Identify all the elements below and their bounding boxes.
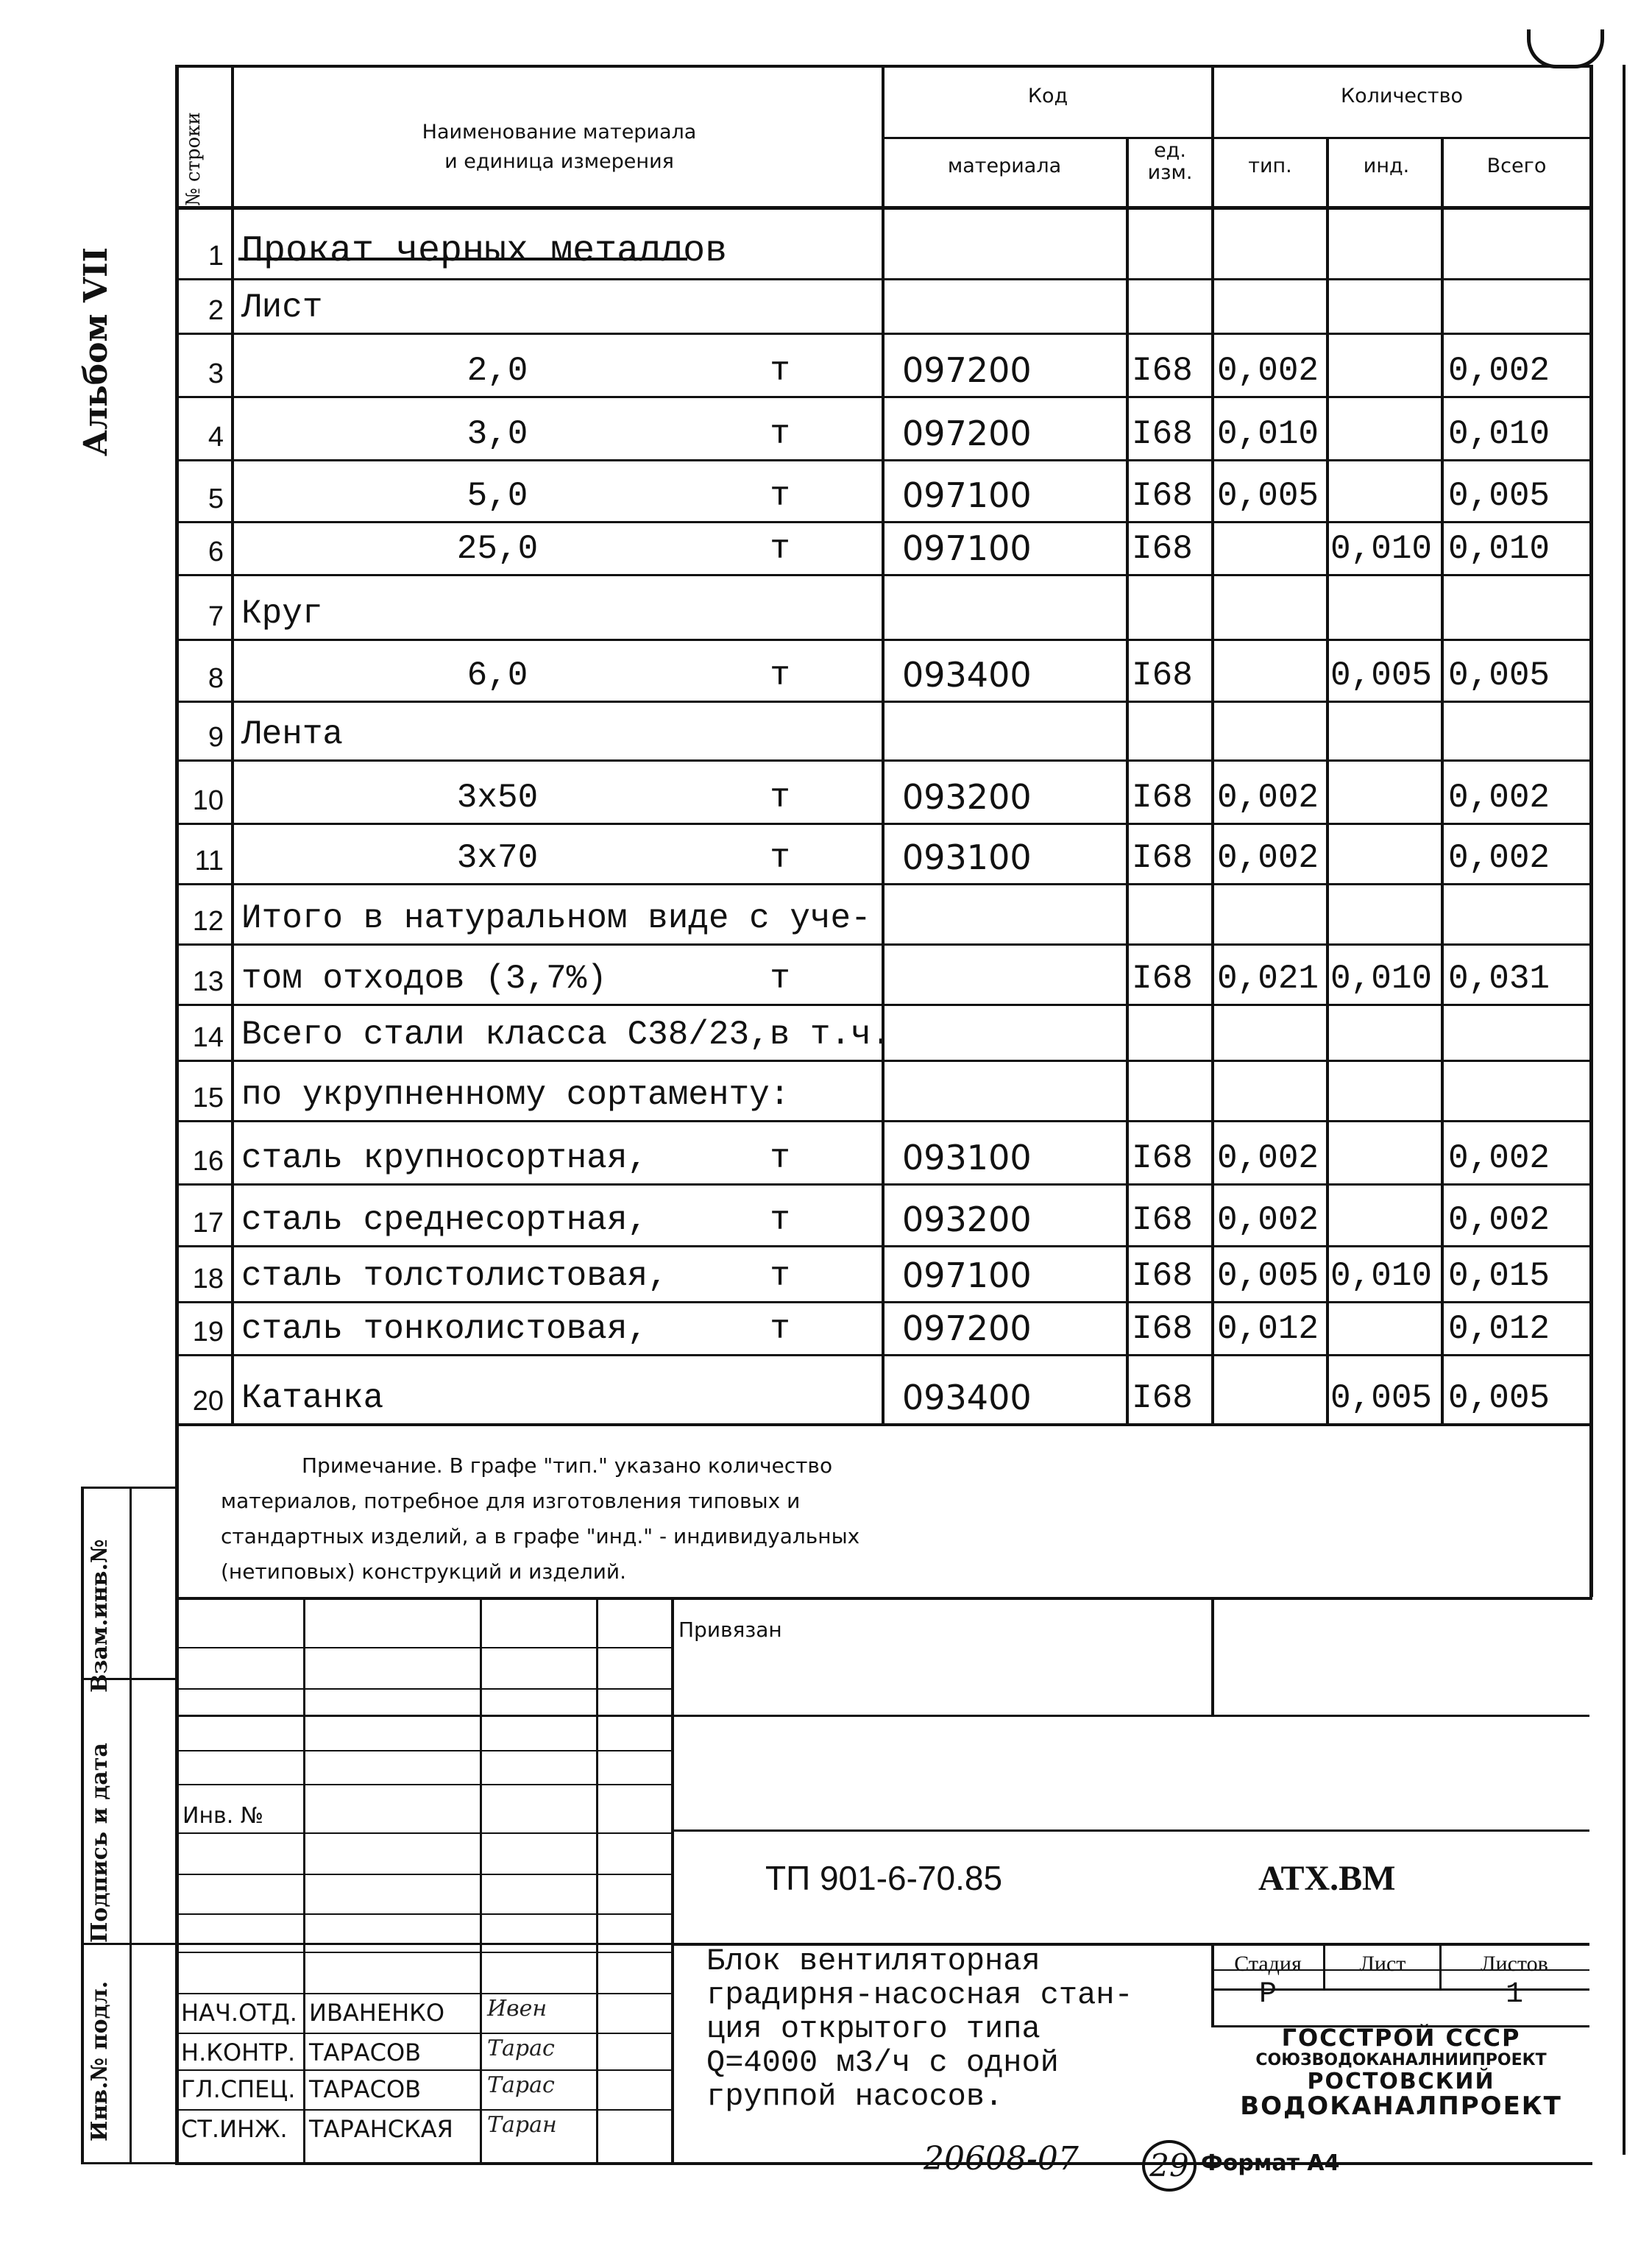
qty-ind: 0,005 <box>1330 656 1433 695</box>
row-number: 20 <box>192 1386 224 1417</box>
material-code: 097200 <box>902 414 1032 453</box>
material-name: 3x50 <box>456 779 539 817</box>
signer-name: ТАРАСОВ <box>309 2075 422 2103</box>
qty-typ: 0,005 <box>1217 1257 1319 1295</box>
row-number: 13 <box>192 966 224 997</box>
table-row <box>0 1354 1652 1423</box>
qty-total: 0,002 <box>1448 1139 1550 1177</box>
table-row <box>0 574 1652 639</box>
unit-symbol: т <box>770 1257 790 1295</box>
material-code: 097200 <box>902 1308 1032 1348</box>
org-line: РОСТОВСКИЙ <box>1307 2069 1495 2094</box>
header-row-no: № строки <box>182 112 205 206</box>
qty-total: 0,005 <box>1448 656 1550 695</box>
unit-code: I68 <box>1132 415 1193 453</box>
table-row <box>0 396 1652 459</box>
side-border <box>81 2162 175 2164</box>
stage-value: Р <box>1258 1978 1277 2011</box>
unit-symbol: т <box>770 839 790 877</box>
qty-total: 0,005 <box>1448 1379 1550 1417</box>
archive-number: 20608-07 <box>924 2140 1079 2178</box>
unit-symbol: т <box>770 352 790 390</box>
material-name: по укрупненному сортаменту: <box>241 1076 790 1114</box>
row-number: 14 <box>192 1022 224 1053</box>
format-label: Формат А4 <box>1201 2150 1340 2176</box>
row-number: 4 <box>208 422 224 453</box>
material-name: Итого в натуральном виде с уче- <box>241 899 871 938</box>
material-code: 093200 <box>902 777 1032 817</box>
material-name: Всего стали класса С38/23,в т.ч. <box>241 1016 892 1054</box>
row-number: 3 <box>208 358 224 389</box>
table-rule <box>175 1423 1592 1426</box>
table-row <box>0 1183 1652 1245</box>
note <box>221 1448 1104 1590</box>
note-line: стандартных изделий, а в графе "инд." - индивидуальных <box>221 1524 860 1548</box>
qty-total: 0,002 <box>1448 1201 1550 1239</box>
row-number: 8 <box>208 663 224 694</box>
material-name: том отходов (3,7%) <box>241 960 607 998</box>
table-row <box>0 206 1652 278</box>
signer-signature: Таран <box>487 2112 557 2138</box>
row-number: 7 <box>208 601 224 632</box>
material-name: 6,0 <box>467 656 528 695</box>
qty-total: 0,010 <box>1448 415 1550 453</box>
table-rule <box>596 1597 598 2162</box>
material-code: 097200 <box>902 350 1032 390</box>
side-label-podpis: Подпись и дата <box>87 1743 113 1943</box>
unit-symbol: т <box>770 960 790 998</box>
row-number: 11 <box>194 846 224 876</box>
privyazan-label: Привязан <box>678 1618 782 1642</box>
table-row <box>0 883 1652 943</box>
note-line: материалов, потребное для изготовления типовых и <box>221 1489 801 1513</box>
header-total: Всего <box>1486 155 1547 177</box>
material-code: 093100 <box>902 837 1032 877</box>
table-row <box>0 759 1652 823</box>
table-rule <box>175 2109 671 2111</box>
row-number: 12 <box>192 906 224 937</box>
stage-label: Стадия <box>1234 1952 1302 1976</box>
note-line: (нетиповых) конструкций и изделий. <box>221 1559 627 1584</box>
side-border <box>81 1943 175 1945</box>
description <box>706 1944 1133 2114</box>
side-label-inv-podl: Инв.№ подл. <box>87 1980 113 2142</box>
row-number: 1 <box>208 241 224 272</box>
table-rule <box>175 1952 671 1953</box>
doc-mark: АТХ.ВМ <box>1258 1859 1396 1898</box>
qty-ind: 0,010 <box>1330 960 1433 998</box>
material-code: 093200 <box>902 1200 1032 1239</box>
qty-typ: 0,005 <box>1217 477 1319 515</box>
qty-typ: 0,002 <box>1217 779 1319 817</box>
signer-role: НАЧ.ОТД. <box>181 1999 297 2027</box>
qty-typ: 0,002 <box>1217 839 1319 877</box>
material-name: сталь тонколистовая, <box>241 1310 648 1348</box>
row-number: 5 <box>208 483 224 514</box>
material-name: Катанка <box>241 1379 384 1417</box>
sheets-value: 1 <box>1505 1978 1523 2011</box>
material-name: сталь крупносортная, <box>241 1139 648 1177</box>
unit-code: I68 <box>1132 839 1193 877</box>
unit-code: I68 <box>1132 1310 1193 1348</box>
header-code: Код <box>1027 85 1068 107</box>
material-name: 3,0 <box>467 415 528 453</box>
organization-stamp <box>1213 2025 1589 2119</box>
sheet-label: Лист <box>1359 1952 1406 1976</box>
qty-typ: 0,012 <box>1217 1310 1319 1348</box>
page-number: 29 <box>1142 2140 1197 2192</box>
material-name: Прокат черных металлов <box>241 230 728 272</box>
unit-code: I68 <box>1132 779 1193 817</box>
unit-symbol: т <box>770 1139 790 1177</box>
qty-typ: 0,010 <box>1217 415 1319 453</box>
signer-signature: Тарас <box>487 2036 555 2061</box>
org-line: ВОДОКАНАЛПРОЕКТ <box>1240 2091 1562 2121</box>
row-number: 19 <box>192 1317 224 1347</box>
material-code: 093400 <box>902 1378 1032 1417</box>
material-name: 2,0 <box>467 352 528 390</box>
signer-name: ТАРАСОВ <box>309 2038 422 2066</box>
table-row <box>0 1120 1652 1183</box>
description-line: Q=4000 м3/ч с одной <box>706 2045 1059 2080</box>
album-label: Альбом VII <box>77 247 115 456</box>
material-name: Круг <box>241 595 323 633</box>
header-ind: инд. <box>1363 155 1410 177</box>
side-border <box>81 1487 84 2162</box>
qty-typ: 0,002 <box>1217 352 1319 390</box>
table-rule <box>671 1597 674 2162</box>
material-name: Лист <box>241 288 323 327</box>
description-line: группой насосов. <box>706 2079 1004 2114</box>
material-code: 093100 <box>902 1138 1032 1177</box>
signer-signature: Тарас <box>487 2072 555 2098</box>
unit-code: I68 <box>1132 1139 1193 1177</box>
table-row <box>0 1060 1652 1120</box>
table-rule <box>175 2033 671 2034</box>
qty-total: 0,015 <box>1448 1257 1550 1295</box>
row-number: 18 <box>192 1264 224 1294</box>
table-rule <box>175 1874 671 1875</box>
material-code: 097100 <box>902 1255 1032 1295</box>
unit-code: I68 <box>1132 352 1193 390</box>
table-rule <box>175 2069 671 2071</box>
material-name: 3x70 <box>456 839 539 877</box>
unit-symbol: т <box>770 1310 790 1348</box>
table-rule <box>1211 1597 1214 1716</box>
table-rule <box>303 1597 305 2162</box>
table-rule <box>480 1597 482 2162</box>
material-name: 5,0 <box>467 477 528 515</box>
unit-code: I68 <box>1132 1201 1193 1239</box>
row-number: 10 <box>192 785 224 816</box>
sheets-label: Листов <box>1481 1952 1548 1976</box>
table-row <box>0 521 1652 574</box>
material-name: Лента <box>241 715 344 754</box>
qty-typ: 0,021 <box>1217 960 1319 998</box>
qty-ind: 0,005 <box>1330 1379 1433 1417</box>
row-number: 9 <box>208 722 224 753</box>
description-line: градирня-насосная стан- <box>706 1977 1133 2013</box>
material-name: 25,0 <box>456 530 539 568</box>
table-row <box>0 1004 1652 1060</box>
material-code: 097100 <box>902 528 1032 568</box>
unit-symbol: т <box>770 530 790 568</box>
qty-total: 0,002 <box>1448 779 1550 817</box>
row-number: 2 <box>208 295 224 326</box>
description-line: Блок вентиляторная <box>706 1944 1041 1979</box>
header-material: материала <box>947 155 1062 177</box>
qty-total: 0,012 <box>1448 1310 1550 1348</box>
table-row <box>0 1301 1652 1354</box>
side-label-vzam: Взам.инв.№ <box>87 1539 113 1693</box>
qty-ind: 0,010 <box>1330 530 1433 568</box>
table-row <box>0 278 1652 333</box>
table-row <box>0 1245 1652 1301</box>
header-unit: ед. изм. <box>1147 139 1193 184</box>
inv-no-label: Инв. № <box>182 1803 264 1829</box>
side-border <box>130 1487 132 2162</box>
unit-symbol: т <box>770 415 790 453</box>
unit-code: I68 <box>1132 960 1193 998</box>
table-rule <box>175 1993 671 1994</box>
qty-total: 0,002 <box>1448 352 1550 390</box>
table-rule <box>175 1597 1592 1600</box>
unit-symbol: т <box>770 656 790 695</box>
unit-code: I68 <box>1132 530 1193 568</box>
side-border <box>81 1487 175 1489</box>
row-number: 17 <box>192 1208 224 1239</box>
signer-role: СТ.ИНЖ. <box>181 2115 288 2143</box>
table-rule <box>175 1943 671 1945</box>
table-rule <box>175 1647 671 1648</box>
material-code: 093400 <box>902 655 1032 695</box>
signer-name: ИВАНЕНКО <box>309 1999 445 2027</box>
table-row <box>0 823 1652 883</box>
signer-role: ГЛ.СПЕЦ. <box>181 2075 296 2103</box>
unit-code: I68 <box>1132 477 1193 515</box>
qty-total: 0,002 <box>1448 839 1550 877</box>
qty-total: 0,010 <box>1448 530 1550 568</box>
corner-mark <box>1527 29 1604 68</box>
table-rule <box>175 1750 671 1751</box>
signer-signature: Ивен <box>487 1996 547 2022</box>
header-typ: тип. <box>1248 155 1292 177</box>
qty-total: 0,005 <box>1448 477 1550 515</box>
table-row <box>0 459 1652 521</box>
qty-typ: 0,002 <box>1217 1201 1319 1239</box>
unit-symbol: т <box>770 1201 790 1239</box>
unit-code: I68 <box>1132 1379 1193 1417</box>
table-rule <box>175 1913 671 1915</box>
note-line: Примечание. В графе "тип." указано количество <box>302 1453 833 1478</box>
row-number: 6 <box>208 536 224 567</box>
signer-name: ТАРАНСКАЯ <box>309 2115 453 2143</box>
qty-total: 0,031 <box>1448 960 1550 998</box>
unit-code: I68 <box>1132 656 1193 695</box>
unit-code: I68 <box>1132 1257 1193 1295</box>
row-number: 15 <box>192 1083 224 1113</box>
org-line: СОЮЗВОДОКАНАЛНИИПРОЕКТ <box>1255 2051 1547 2069</box>
table-rule <box>175 1784 671 1785</box>
table-row <box>0 639 1652 701</box>
header-quantity: Количество <box>1340 85 1464 107</box>
description-line: ция открытого типа <box>706 2011 1041 2047</box>
material-name: сталь толстолистовая, <box>241 1257 668 1295</box>
table-rule <box>671 1829 1589 1832</box>
doc-code: ТП 901-6-70.85 <box>765 1859 1003 1897</box>
qty-ind: 0,010 <box>1330 1257 1433 1295</box>
table-rule <box>175 1715 1589 1717</box>
table-row <box>0 701 1652 759</box>
material-name: сталь среднесортная, <box>241 1201 648 1239</box>
unit-symbol: т <box>770 779 790 817</box>
signer-role: Н.КОНТР. <box>181 2038 296 2066</box>
row-number: 16 <box>192 1146 224 1177</box>
table-rule <box>175 2162 1592 2165</box>
table-rule <box>175 1688 671 1690</box>
table-row <box>0 943 1652 1004</box>
material-code: 097100 <box>902 475 1032 515</box>
org-line: ГОССТРОЙ СССР <box>1281 2024 1521 2052</box>
table-row <box>0 333 1652 396</box>
qty-typ: 0,002 <box>1217 1139 1319 1177</box>
unit-symbol: т <box>770 477 790 515</box>
table-rule <box>882 137 1589 139</box>
header-name: Наименование материала и единица измерения <box>422 121 697 173</box>
table-rule <box>175 1832 671 1834</box>
